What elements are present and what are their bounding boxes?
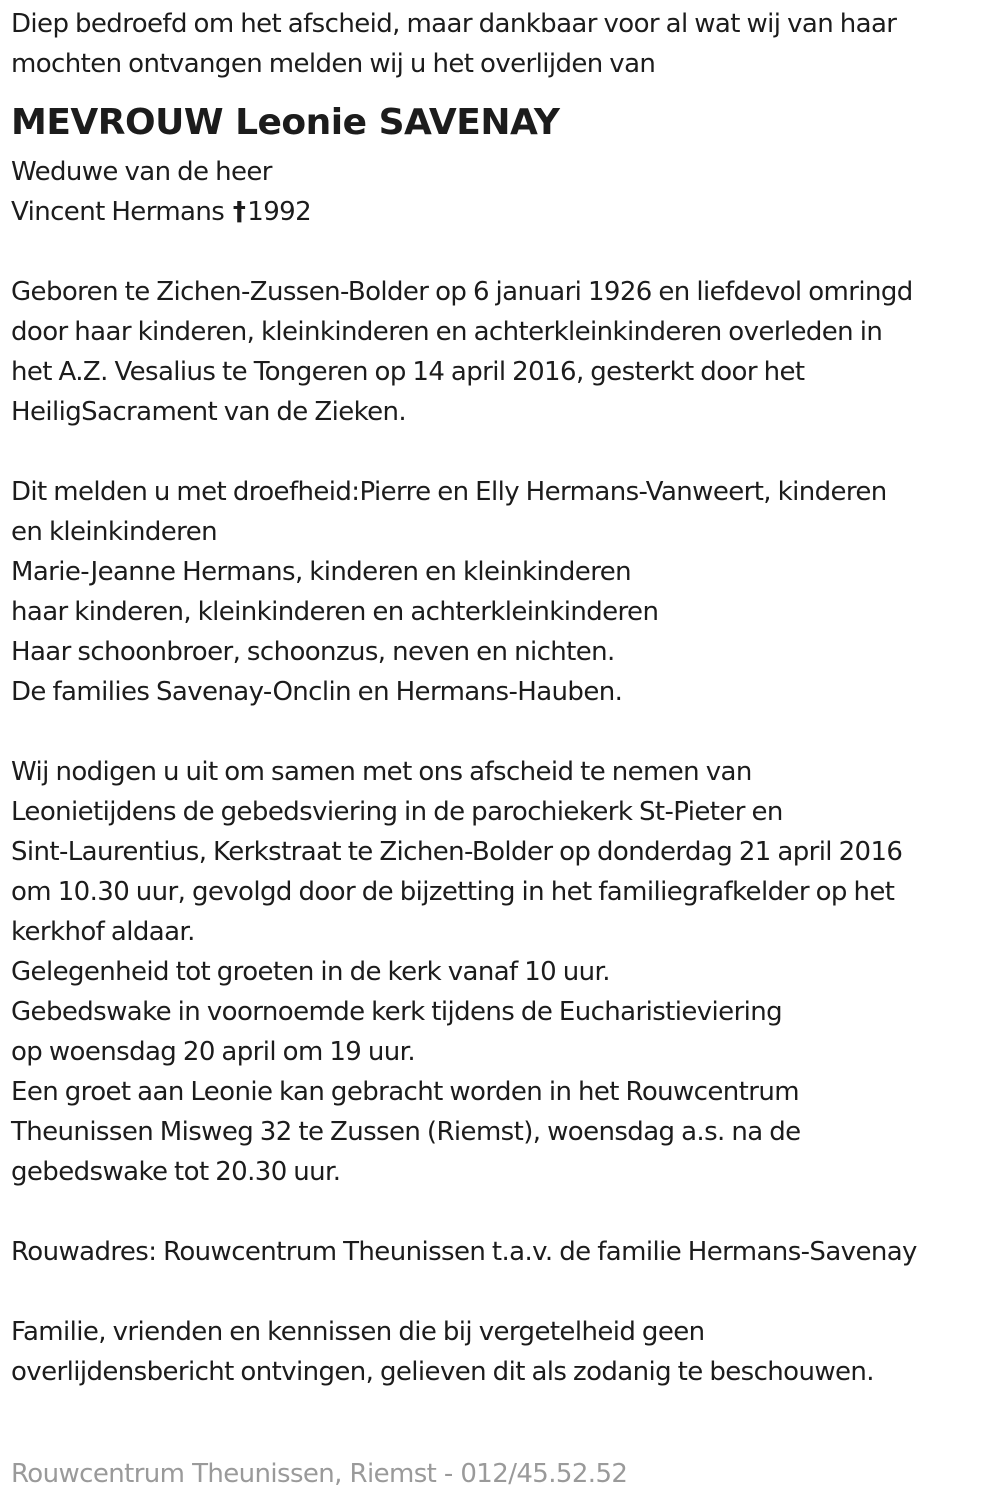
ceremony-line: Een groet aan Leonie kan gebracht worden in het Rouwcentrum: [11, 1077, 799, 1107]
spouse-death-year: 1992: [247, 197, 312, 227]
ceremony-line: Gebedswake in voornoemde kerk tijdens de Eucharistieviering: [11, 997, 783, 1027]
ceremony-line: Leonietijdens de gebedsviering in de parochiekerk St-Pieter en: [11, 797, 783, 827]
spouse-name: Vincent Hermans: [11, 197, 225, 227]
birth-line: Geboren te Zichen-Zussen-Bolder op 6 januari 1926 en liefdevol omringd: [11, 277, 913, 307]
closing-line: overlijdensbericht ontvingen, gelieven dit als zodanig te beschouwen.: [11, 1357, 874, 1387]
birth-line: HeiligSacrament van de Zieken.: [11, 397, 407, 427]
cross-icon: †: [232, 197, 246, 227]
spouse-info: [11, 152, 996, 232]
mourners-line: De families Savenay-Onclin en Hermans-Hauben.: [11, 677, 623, 707]
mourners-line: haar kinderen, kleinkinderen en achterkleinkinderen: [11, 597, 659, 627]
ceremony-line: Sint-Laurentius, Kerkstraat te Zichen-Bolder op donderdag 21 april 2016: [11, 837, 903, 867]
intro-paragraph: [11, 4, 996, 84]
mourners-line: Haar schoonbroer, schoonzus, neven en nichten.: [11, 637, 615, 667]
mourners-line: Marie-Jeanne Hermans, kinderen en kleinkinderen: [11, 557, 631, 587]
intro-line: mochten ontvangen melden wij u het overlijden van: [11, 49, 656, 79]
spacer: [11, 232, 996, 272]
closing-paragraph: [11, 1312, 996, 1392]
mourners-line: Dit melden u met droefheid:Pierre en Elly Hermans-Vanweert, kinderen: [11, 477, 887, 507]
deceased-name: MEVROUW Leonie SAVENAY: [11, 102, 560, 143]
birth-line: het A.Z. Vesalius te Tongeren op 14 april 2016, gesterkt door het: [11, 357, 805, 387]
birth-paragraph: [11, 272, 996, 432]
mourners-paragraph: [11, 472, 996, 712]
spacer: [11, 1192, 996, 1232]
death-notice: [11, 4, 996, 1392]
spouse-line: [11, 192, 996, 232]
mourning-address: Rouwadres: Rouwcentrum Theunissen t.a.v. de familie Hermans-Savenay: [11, 1237, 917, 1267]
funeral-home-footer: Rouwcentrum Theunissen, Riemst - 012/45.52.52: [11, 1459, 628, 1489]
ceremony-line: kerkhof aldaar.: [11, 917, 195, 947]
ceremony-line: Wij nodigen u uit om samen met ons afscheid te nemen van: [11, 757, 752, 787]
spacer: [11, 1272, 996, 1312]
ceremony-line: Gelegenheid tot groeten in de kerk vanaf 10 uur.: [11, 957, 610, 987]
relation-text: Weduwe van de heer: [11, 157, 272, 187]
ceremony-paragraph: [11, 752, 996, 1192]
ceremony-line: om 10.30 uur, gevolgd door de bijzetting in het familiegrafkelder op het: [11, 877, 895, 907]
intro-line: Diep bedroefd om het afscheid, maar dankbaar voor al wat wij van haar: [11, 9, 897, 39]
mourners-line: en kleinkinderen: [11, 517, 217, 547]
spacer: [11, 432, 996, 472]
spacer: [11, 712, 996, 752]
birth-line: door haar kinderen, kleinkinderen en achterkleinkinderen overleden in: [11, 317, 883, 347]
ceremony-line: Theunissen Misweg 32 te Zussen (Riemst), woensdag a.s. na de: [11, 1117, 801, 1147]
ceremony-line: op woensdag 20 april om 19 uur.: [11, 1037, 416, 1067]
ceremony-line: gebedswake tot 20.30 uur.: [11, 1157, 341, 1187]
closing-line: Familie, vrienden en kennissen die bij vergetelheid geen: [11, 1317, 705, 1347]
